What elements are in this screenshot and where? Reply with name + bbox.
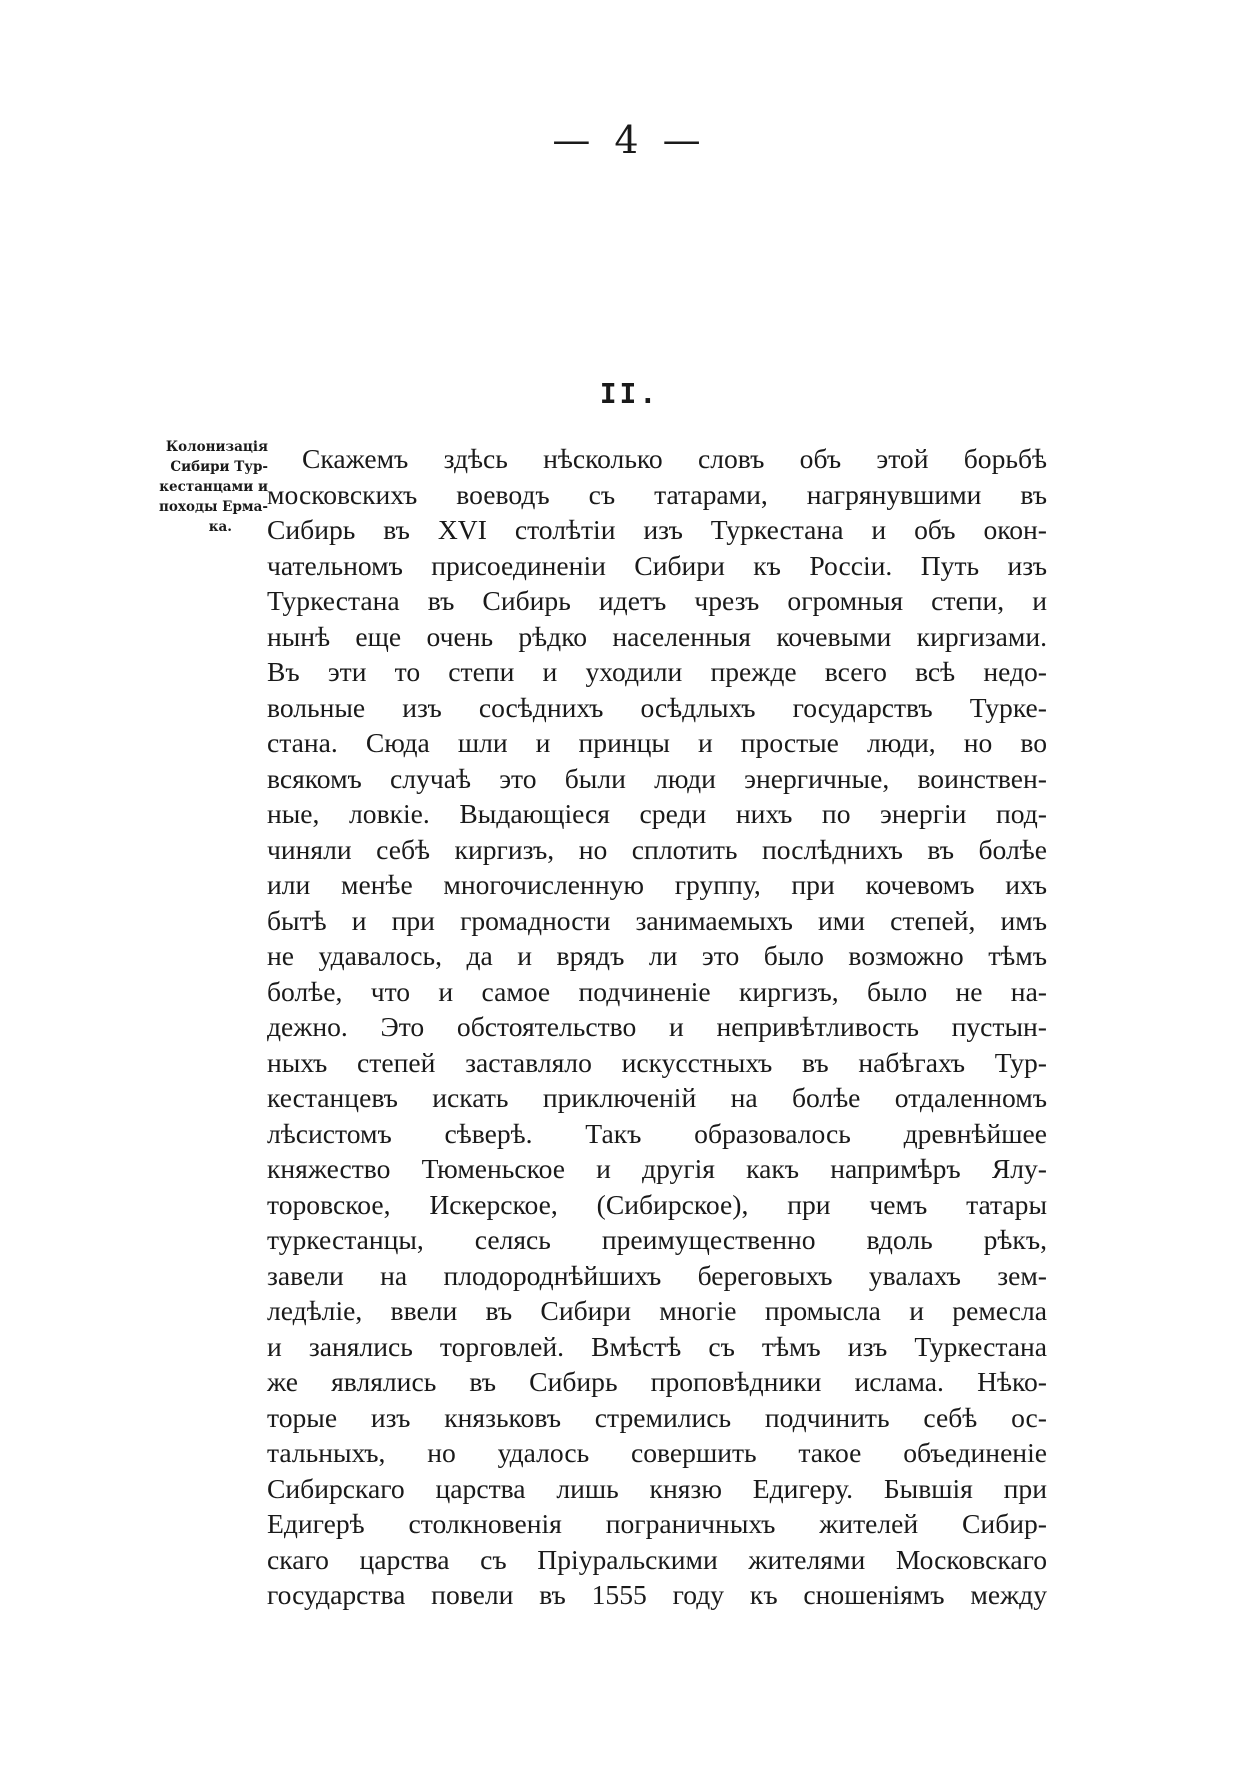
text-line: тальныхъ, но удалось совершить такое объединеніе xyxy=(267,1437,1047,1468)
text-line: скаго царства съ Пріуральскими жителями Московскаго xyxy=(267,1543,1047,1575)
text-line: Сибирь въ XVI столѣтіи изъ Туркестана и объ окон- xyxy=(267,514,1047,545)
body-text xyxy=(267,441,1047,1613)
text-line: кестанцевъ искать приключеній на болѣе отдаленномъ xyxy=(267,1082,1047,1113)
text-line: ледѣліе, ввели въ Сибири многіе промысла и ремесла xyxy=(267,1295,1047,1326)
text-line: завели на плодороднѣйшихъ береговыхъ увалахъ зем- xyxy=(267,1259,1047,1291)
text-line: или менѣе многочисленную группу, при кочевомъ ихъ xyxy=(267,869,1047,900)
text-line: бытѣ и при громадности занимаемыхъ ими степей, имъ xyxy=(267,904,1047,936)
text-line: болѣе, что и самое подчиненіе киргизъ, было не на- xyxy=(267,975,1047,1007)
text-line: не удавалось, да и врядъ ли это было возможно тѣмъ xyxy=(267,940,1047,971)
text-line: нынѣ еще очень рѣдко населенныя кочевыми киргизами. xyxy=(267,620,1047,652)
text-line: всякомъ случаѣ это были люди энергичные, воинствен- xyxy=(267,762,1047,794)
chapter-heading: II. xyxy=(599,377,660,410)
text-line: же являлись въ Сибирь проповѣдники ислама. Нѣко- xyxy=(267,1366,1047,1397)
marginal-note-line: кестанцами и xyxy=(159,479,268,495)
text-line: ные, ловкіе. Выдающіеся среди нихъ по энергіи под- xyxy=(267,798,1047,829)
page-number: — 4 — xyxy=(552,118,707,162)
text-line: Сибирскаго царства лишь князю Едигеру. Бывшія при xyxy=(267,1472,1047,1504)
text-line: Скажемъ здѣсь нѣсколько словъ объ этой борьбѣ xyxy=(302,443,1047,474)
marginal-note xyxy=(118,437,268,537)
text-line: Едигерѣ столкновенія пограничныхъ жителей Сибир- xyxy=(267,1508,1047,1539)
text-line: княжество Тюменьское и другія какъ напримѣръ Ялу- xyxy=(267,1153,1047,1184)
text-line: торые изъ князьковъ стремились подчинить себѣ ос- xyxy=(267,1401,1047,1433)
text-line: государства повели въ 1555 году къ сношеніямъ между xyxy=(267,1579,1047,1610)
text-line: лѣсистомъ сѣверѣ. Такъ образовалось древнѣйшее xyxy=(267,1117,1047,1149)
text-line: Въ эти то степи и уходили прежде всего всѣ недо- xyxy=(267,656,1047,687)
text-line: торовское, Искерское, (Сибирское), при чемъ татары xyxy=(267,1188,1047,1220)
text-line: чательномъ присоединеніи Сибири къ Россіи. Путь изъ xyxy=(267,549,1047,581)
text-line: ныхъ степей заставляло искусстныхъ въ набѣгахъ Тур- xyxy=(267,1046,1047,1078)
text-line: туркестанцы, селясь преимущественно вдоль рѣкъ, xyxy=(267,1224,1047,1255)
marginal-note-line: походы Ерма- xyxy=(159,499,268,515)
text-line: и занялись торговлей. Вмѣстѣ съ тѣмъ изъ Туркестана xyxy=(267,1330,1047,1362)
marginal-note-line: Колонизація xyxy=(165,439,268,455)
text-line: московскихъ воеводъ съ татарами, нагрянувшими въ xyxy=(267,478,1047,510)
marginal-note-line: Сибири Тур- xyxy=(170,459,268,475)
text-line: вольные изъ сосѣднихъ осѣдлыхъ государствъ Турке- xyxy=(267,691,1047,723)
text-line: Туркестана въ Сибирь идетъ чрезъ огромныя степи, и xyxy=(267,585,1047,616)
marginal-note-line: ка. xyxy=(208,519,232,535)
text-line: стана. Сюда шли и принцы и простые люди, но во xyxy=(267,727,1047,758)
text-line: чиняли себѣ киргизъ, но сплотить послѣднихъ въ болѣе xyxy=(267,833,1047,865)
text-line: дежно. Это обстоятельство и непривѣтливость пустын- xyxy=(267,1011,1047,1042)
